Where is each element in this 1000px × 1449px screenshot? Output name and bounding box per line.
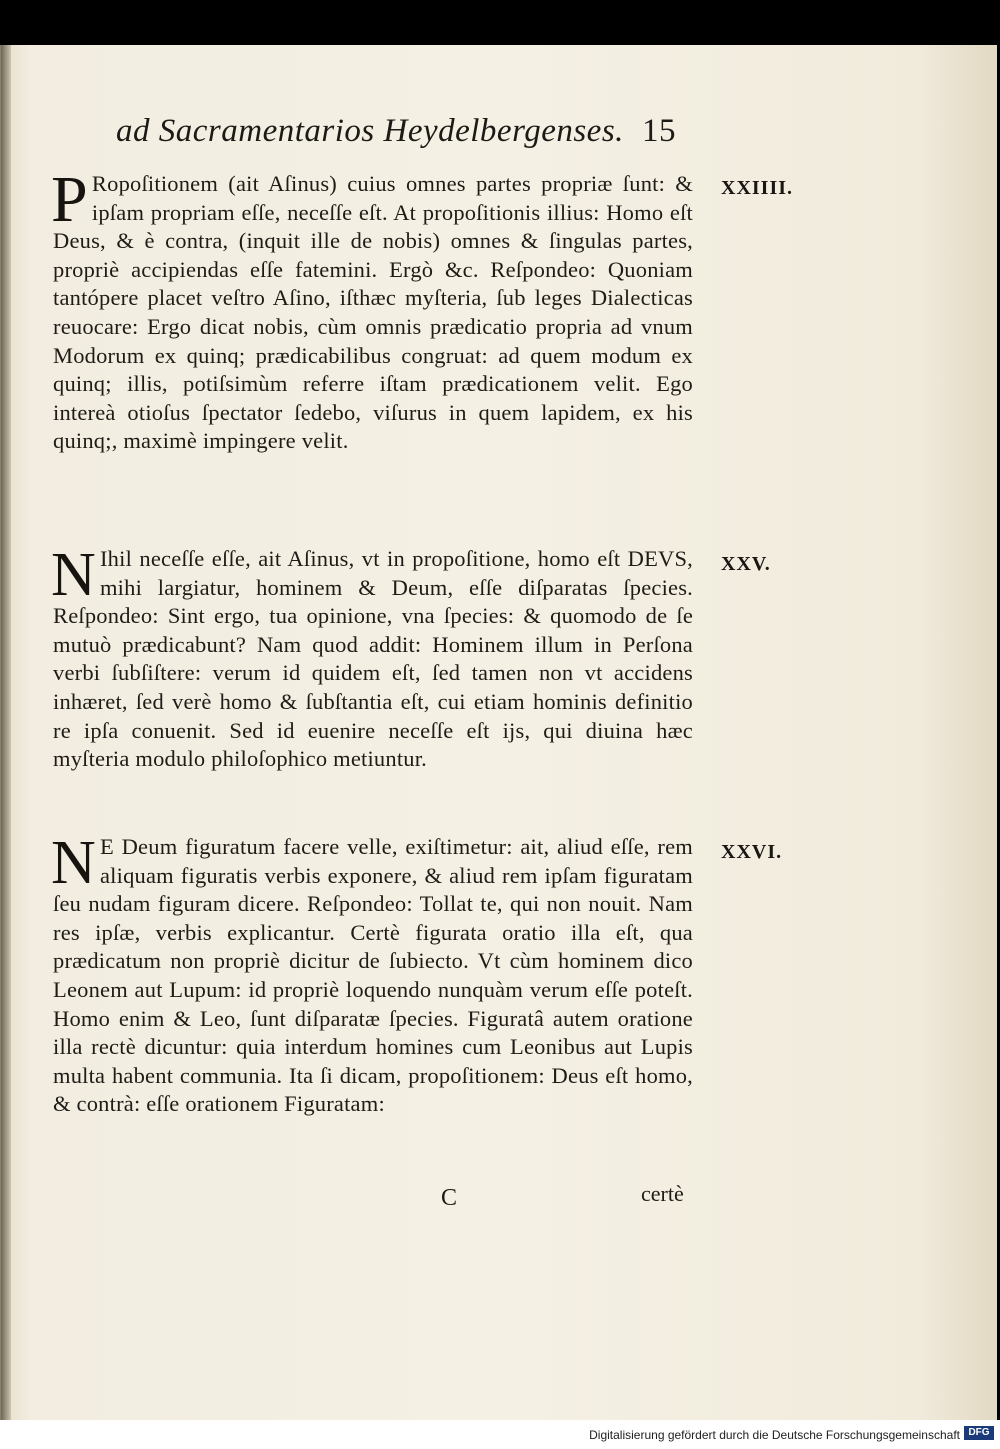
- digitization-footer: [0, 1420, 1000, 1449]
- binding-gutter: [1, 45, 11, 1420]
- paragraph-25: [51, 541, 693, 774]
- marginal-number-25: XXV.: [721, 553, 771, 575]
- marginal-number-24: XXIIII.: [721, 177, 794, 199]
- page-number: 15: [642, 113, 676, 149]
- initial-letter: N: [51, 829, 96, 897]
- initial-letter: N: [51, 541, 96, 609]
- paragraph-26: [51, 829, 693, 1119]
- scanned-page: [0, 45, 997, 1420]
- marginal-number-26: XXVI.: [721, 841, 783, 863]
- dfg-logo: DFG: [964, 1426, 994, 1440]
- paragraph-text: Ihil neceſſe eſſe, ait Aſinus, vt in propoſitione, homo eſt DEVS, mihi largiatur, hominem & Deum, eſſe diſparatas ſpecies. Reſpondeo: Sint ergo, tua opinione, vna ſpecies: & quomodo de ſe mutuò prædicabunt? Nam quod addit: Hominem illum in Perſona verbi ſubſiſtere: verum id quidem eſt, ſed tamen non vt accidens inhæret, ſed verè homo & ſubſtantia eſt, cui etiam hominis definitio re ipſa conuenit. Sed id euenire neceſſe eſt ijs, qui diuina hæc myſteria modulo philoſophico metiuntur.: [53, 546, 693, 772]
- paragraph-24: [51, 163, 693, 456]
- funding-credit: Digitalisierung gefördert durch die Deutsche Forschungsgemeinschaft: [589, 1428, 960, 1442]
- catchword: certè: [641, 1181, 684, 1206]
- initial-letter: P: [51, 163, 88, 236]
- signature-mark: C: [441, 1185, 458, 1211]
- paragraph-text: Ropoſitionem (ait Aſinus) cuius omnes partes propriæ ſunt: & ipſam propriam eſſe, neceſſe eſt. At propoſitionis illius: Homo eſt Deus, & è contra, (inquit ille de nobis) omnes & ſingulas partes, propriè accipiendas eſſe fatemini. Ergò &c. Reſpondeo: Quoniam tantópere placet veſtro Aſino, iſthæc myſteria, ſub leges Dialecticas reuocare: Ergo dicat nobis, cùm omnis prædicatio propria ad vnum Modorum ex quinq; prædicabilibus congruat: ad quem modum ex quinq; illis, potiſsimùm referre iſtam prædicationem velit. Ego intereà otioſus ſpectator ſedebo, viſurus in quem lapidem, ex his quinq;, maximè impingere velit.: [53, 171, 693, 454]
- paragraph-text: E Deum figuratum facere velle, exiſtimetur: ait, aliud eſſe, rem aliquam figuratis verbis exponere, & aliud rem ipſam figuratam ſeu nudam figuram dicere. Reſpondeo: Tollat te, qui non nouit. Nam res ipſæ, verbis explicantur. Certè figurata oratio illa eſt, qua prædicatum non propriè dicitur de ſubiecto. Vt cùm hominem dico Leonem aut Lupum: id propriè loquendo nunquàm verum eſſe poteſt. Homo enim & Leo, ſunt diſparatæ ſpecies. Figuratâ autem oratione illa rectè dicuntur: quia interdum homines cum Leonibus aut Lupis multa habent communia. Ita ſi dicam, propoſitionem: Deus eſt homo, & contrà: eſſe orationem Figuratam:: [53, 834, 693, 1117]
- running-head: [116, 113, 676, 153]
- running-title: ad Sacramentarios Heydelbergenses.: [116, 113, 624, 149]
